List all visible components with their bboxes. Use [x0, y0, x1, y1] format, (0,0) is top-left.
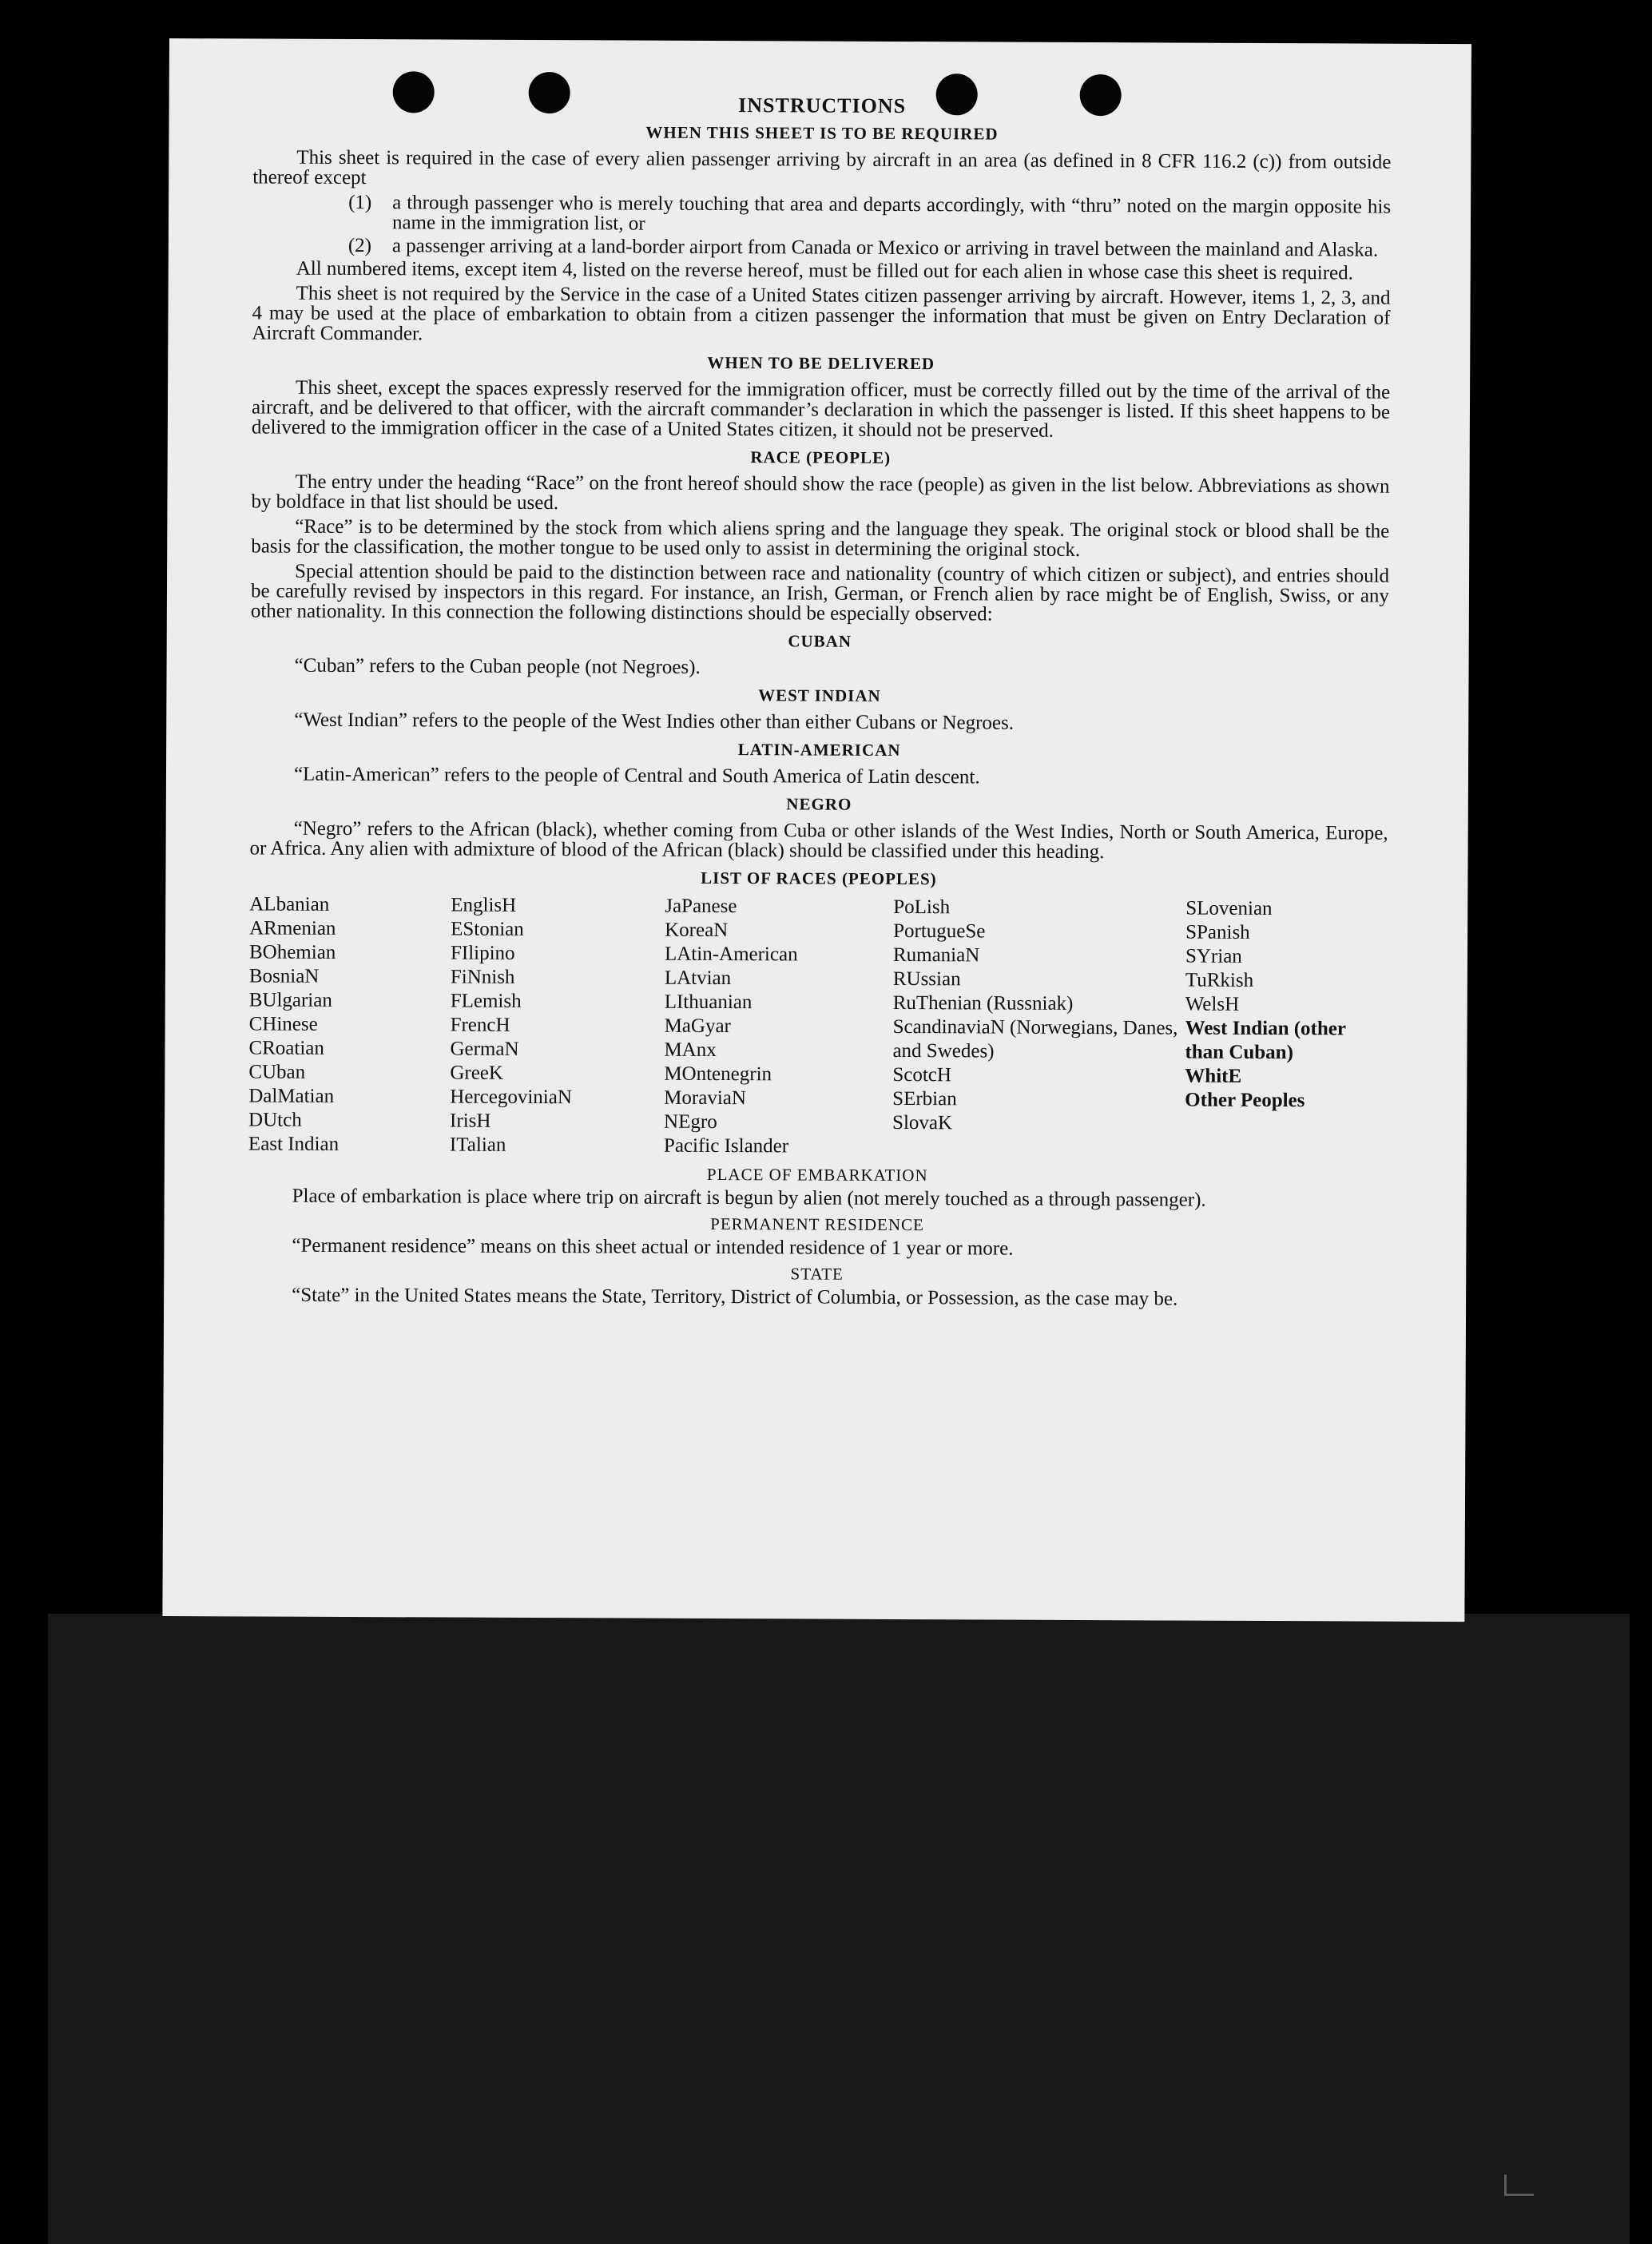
race-entry: GermaN — [450, 1038, 519, 1060]
race-entry: DUtch — [248, 1109, 302, 1131]
paragraph-race-3: Special attention should be paid to the distinction between race and nationality (country of which citizen or subject), and entries should be carefully revised by inspectors in this regard. For instance, an Irish, German, or French alien by race might be of English, Swiss, or any other nationality. In this connection the following distinctions should be especially observed: — [250, 560, 1390, 626]
scanner-background — [48, 1614, 1630, 2244]
race-entry: MAnx — [664, 1039, 717, 1061]
race-entry: PoLish — [893, 896, 951, 919]
heading-permanent-residence: PERMANENT RESIDENCE — [710, 1213, 924, 1235]
race-entry: SErbian — [892, 1087, 957, 1110]
heading-cuban: CUBAN — [788, 631, 852, 651]
heading-negro: NEGRO — [786, 794, 852, 814]
race-entry: JaPanese — [665, 895, 737, 918]
exception-item — [348, 236, 1391, 260]
race-entry: HercegoviniaN — [450, 1086, 572, 1109]
item-number: (2) — [347, 234, 372, 257]
race-entry: SLovenian — [1185, 897, 1273, 920]
exception-item — [348, 193, 1391, 237]
paragraph-latin-american: “Latin-American” refers to the people of Central and South America of Latin descent. — [293, 763, 980, 788]
race-entry: BosniaN — [248, 965, 320, 987]
paragraph-numbered-items: All numbered items, except item 4, listed on the reverse hereof, must be filled out for each alien in whose case this sheet is required. — [296, 257, 1353, 284]
race-entry: CUban — [248, 1061, 306, 1083]
race-entry: LIthuanian — [664, 991, 753, 1014]
race-entry: MOntenegrin — [664, 1062, 772, 1086]
race-entry: KoreaN — [665, 919, 729, 942]
race-entry: ITalian — [449, 1134, 506, 1156]
race-entry: RuThenian (Russniak) — [892, 991, 1074, 1015]
race-entry: LAtvian — [664, 967, 732, 990]
race-entry: CRoatian — [248, 1037, 324, 1059]
races-column — [248, 892, 451, 1157]
race-entry: SPanish — [1185, 921, 1250, 943]
paragraph-cuban: “Cuban” refers to the Cuban people (not Negroes). — [294, 654, 701, 678]
race-entry: RumaniaN — [892, 943, 980, 967]
instruction-sheet — [162, 38, 1471, 1622]
paragraph-race-2: “Race” is to be determined by the stock from which aliens spring and the language they speak. The original stock or blood shall be the basis for the classification, the mother tongue to be used only to assist in determining the original stock. — [251, 515, 1390, 561]
paragraph-place-of-embarkation: Place of embarkation is place where trip on aircraft is begun by alien (not merely touched as a through passenger). — [292, 1185, 1206, 1211]
heading-when-delivered: WHEN TO BE DELIVERED — [707, 352, 935, 374]
race-entry: DalMatian — [248, 1085, 335, 1107]
paragraph-state: “State” in the United States means the State, Territory, District of Columbia, or Possession, as the case may be. — [292, 1284, 1178, 1310]
race-entry: FLemish — [450, 990, 522, 1012]
paragraph-when-required-intro: This sheet is required in the case of every alien passenger arriving by aircraft in an area (as defined in 8 CFR 116.2 (c)) from outside thereof except — [252, 146, 1392, 189]
heading-when-required: WHEN THIS SHEET IS TO BE REQUIRED — [645, 122, 999, 144]
race-entry: WelsH — [1185, 993, 1240, 1015]
paragraph-when-delivered: This sheet, except the spaces expressly reserved for the immigration officer, must be correctly filled out by the time of the arrival of the aircraft, and be delivered to that officer, with the aircraft commander’s declaration in which the passenger is listed. If this sheet happens to be delivered to the immigration officer in the case of a United States citizen, it should not be preserved. — [251, 376, 1391, 442]
race-entry: FIlipino — [450, 942, 515, 964]
races-column — [450, 894, 665, 1158]
item-text: a passenger arriving at a land-border airport from Canada or Mexico or arriving in travel between the mainland and Alaska. — [391, 235, 1379, 261]
heading-state: STATE — [790, 1264, 844, 1284]
paragraph-negro: “Negro” refers to the African (black), whether coming from Cuba or other islands of the West Indies, North or South America, Europe, or Africa. Any alien with admixture of blood of the African (black) should be classified under this heading. — [249, 817, 1388, 864]
race-entry: Pacific Islander — [663, 1134, 789, 1158]
item-number: (1) — [348, 191, 372, 214]
heading-list-of-races: LIST OF RACES (PEOPLES) — [701, 868, 937, 889]
race-entry: SYrian — [1185, 945, 1242, 967]
race-entry: GreeK — [450, 1062, 504, 1084]
race-entry: IrisH — [450, 1110, 491, 1132]
race-entry: EStonian — [451, 918, 524, 940]
heading-latin-american: LATIN-AMERICAN — [737, 740, 901, 761]
paragraph-permanent-residence: “Permanent residence” means on this sheet actual or intended residence of 1 year or more. — [292, 1234, 1014, 1260]
sheet-content — [248, 93, 1392, 1314]
races-list — [248, 892, 1388, 1161]
heading-west-indian: WEST INDIAN — [758, 685, 881, 705]
races-column — [1185, 897, 1388, 1162]
race-entry: FiNnish — [450, 966, 515, 988]
races-column — [892, 896, 1185, 1161]
race-entry: ScandinaviaN (Norwegians, Danes, and Swedes) — [892, 1015, 1178, 1062]
race-entry: NEgro — [664, 1110, 717, 1134]
race-entry: PortugueSe — [893, 919, 986, 943]
race-entry: TuRkish — [1185, 969, 1254, 991]
race-entry: MoraviaN — [664, 1086, 747, 1110]
race-entry: CHinese — [248, 1013, 318, 1035]
race-entry: FrencH — [450, 1014, 510, 1036]
race-entry: ALbanian — [249, 893, 330, 915]
race-entry: RUssian — [892, 967, 961, 991]
race-entry: Other Peoples — [1185, 1089, 1305, 1112]
race-entry: EnglisH — [451, 894, 517, 916]
race-entry: SlovaK — [892, 1111, 953, 1134]
race-entry: BOhemian — [248, 941, 336, 963]
race-entry: BUlgarian — [248, 989, 332, 1011]
races-column — [664, 895, 893, 1159]
race-entry: WhitE — [1185, 1065, 1242, 1087]
paragraph-west-indian: “West Indian” refers to the people of the West Indies other than either Cubans or Negroes. — [294, 709, 1015, 734]
race-entry: West Indian (other than Cuban) — [1185, 1017, 1346, 1064]
paragraph-race-1: The entry under the heading “Race” on the front hereof should show the race (people) as given in the list below. Abbreviations as shown by boldface in that list should be used. — [251, 471, 1390, 514]
heading-place-of-embarkation: PLACE OF EMBARKATION — [706, 1164, 928, 1186]
race-entry: ScotcH — [892, 1063, 952, 1086]
scan-artifact — [1504, 2174, 1534, 2196]
heading-race: RACE (PEOPLE) — [750, 447, 892, 467]
paragraph-citizen: This sheet is not required by the Service in the case of a United States citizen passenger arriving by aircraft. However, items 1, 2, 3, and 4 may be used at the place of embarkation to obtain from a citizen passenger the information that must be given on Entry Declaration of Aircraft Commander. — [252, 282, 1391, 345]
item-text: a through passenger who is merely touching that area and departs accordingly, with “thru” noted on the margin opposite his name in the immigration list, or — [391, 192, 1392, 235]
race-entry: East Indian — [248, 1133, 340, 1155]
race-entry: MaGyar — [664, 1015, 731, 1038]
race-entry: LAtin-American — [664, 943, 798, 966]
race-entry: ARmenian — [249, 917, 336, 939]
sheet-title: INSTRUCTIONS — [738, 93, 907, 118]
